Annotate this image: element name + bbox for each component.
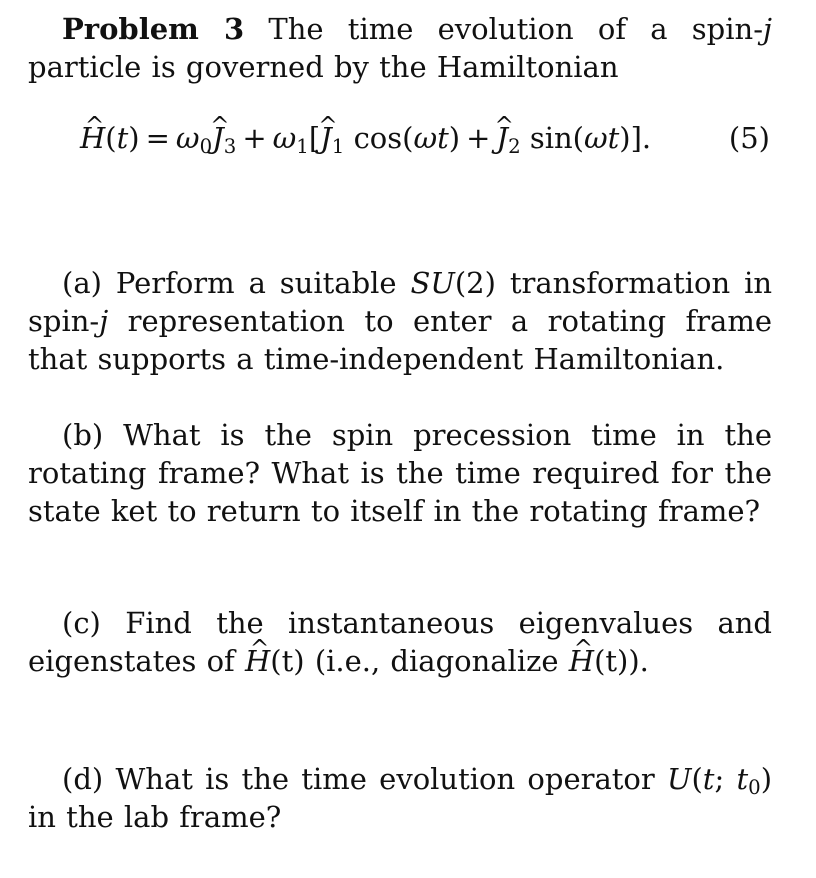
part-a-var-j: j [99,304,109,338]
part-a-su-arg: (2) [454,266,496,300]
intro-var-j: j [763,12,773,46]
part-c-t-arg-2: (t) [594,644,629,678]
plus-sign-1: + [242,121,267,155]
problem-statement [28,10,772,86]
part-c-h-hat-2: ^ H [569,642,594,680]
omega-t-1: ωt [413,121,449,155]
intro-text-2: particle is governed by the Hamiltonian [28,50,619,84]
h-hat: ^ H [80,117,105,159]
cos-function: cos( [353,121,414,155]
plus-sign-2: + [466,121,491,155]
cos-close: ) [448,121,461,155]
part-a-text-2: transformation in spin- [28,266,773,338]
part-c-text-1: Find the instantaneous eigenvalues and eigenstates of [28,606,772,678]
part-b-label: (b) [62,418,104,452]
part-d-t0: t [736,762,749,796]
part-d-text-2: in the lab frame? [28,800,282,834]
j1-sub: 1 [331,134,345,158]
part-b-text: What is the spin precession time in the rotating frame? What is the time required for the state ket to return to itself in the rotating frame? [28,418,772,528]
part-a-su: SU [410,266,455,300]
omega1: ω [272,121,297,155]
part-c-h-hat: ^ H [245,642,270,680]
part-c-text-2: (i.e., diagonalize [314,644,559,678]
omega0-sub: 0 [199,134,213,158]
j2-sub: 2 [508,134,521,158]
j3-hat: ^ J [212,117,224,159]
sin-function: sin( [529,121,584,155]
bracket-open: [ [308,121,321,155]
part-b [28,416,772,530]
part-d-u: U [667,762,692,796]
omega-t-2: ωt [583,121,620,155]
equation-number: (5) [728,121,770,155]
part-c-t-arg: (t) [270,644,305,678]
j1-hat: ^ J [320,117,332,159]
part-d-u-open: ( [691,762,703,796]
omega0: ω [175,121,200,155]
part-d-text-1: What is the time evolution operator [115,762,655,796]
part-d-t: t [702,762,715,796]
part-a-label: (a) [62,266,102,300]
part-d-u-close: ) [760,762,773,796]
h-arg: (t) [105,121,140,155]
sin-close: )]. [619,121,652,155]
part-d-sep: ; [714,762,737,796]
j3-sub: 3 [223,134,237,158]
part-a-text-3: representation to enter a rotating frame that supports a time-independent Hamiltonian. [28,304,773,376]
part-d-t0-sub: 0 [748,775,761,799]
part-c [28,604,772,680]
part-a-text-1: Perform a suitable [115,266,397,300]
j2-hat: ^ J [496,117,508,159]
problem-label: Problem 3 [62,12,245,46]
part-d-label: (d) [62,762,104,796]
hamiltonian-equation [28,117,772,159]
part-c-label: (c) [62,606,101,640]
equals-sign: = [145,121,170,155]
part-c-text-3: ). [628,644,649,678]
omega1-sub: 1 [296,134,309,158]
part-d [28,760,772,836]
equation-body [80,117,651,159]
intro-text: The time evolution of a spin- [268,12,764,46]
part-a [28,264,772,378]
